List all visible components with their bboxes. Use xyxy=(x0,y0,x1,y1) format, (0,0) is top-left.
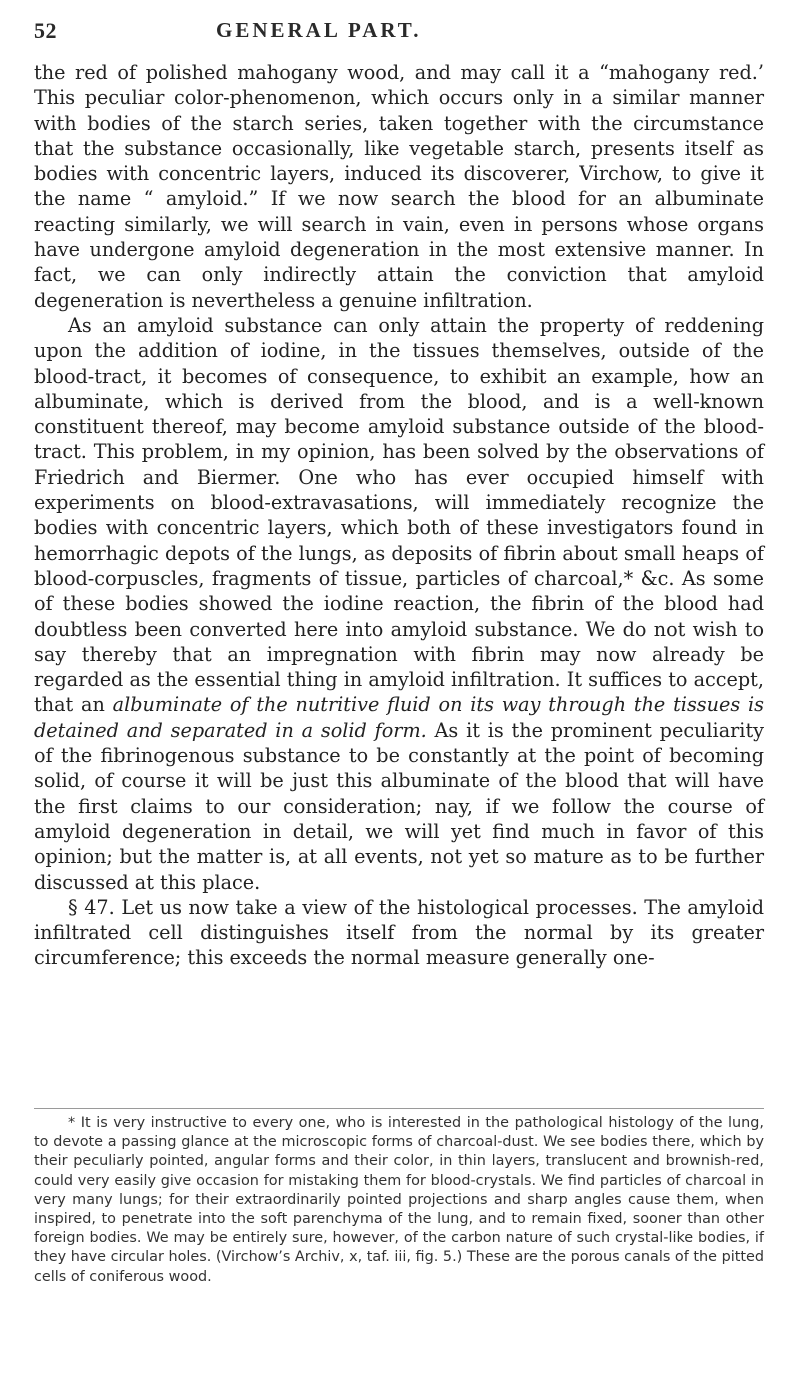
running-head: GENERAL PART. xyxy=(216,18,422,42)
paragraph-2-text: As an amyloid substance can only attain the property of reddening upon the addition of iodine, in the tissues themselves, outside of the blood-tract, it becomes of consequence, to exhibit an example, how an albuminate, which is derived from the blood, and is a well-known constituent thereof, may become amyloid substance outside of the blood-tract. This problem, in my opinion, has been solved by the observations of Friedrich and Biermer. One who has ever occupied himself with experiments on blood-extravasations, will immediately recognize the bodies with concentric layers, which both of these investigators found in hemorrhagic depots of the lungs, as deposits of fibrin about small heaps of blood-corpuscles, fragments of tissue, particles of charcoal,* &c. As some of these bodies showed the iodine reaction, the fibrin of the blood had doubtless been converted here into amyloid substance. We do not wish to say thereby that an impregnation with fibrin may now already be regarded as the essential thing in amyloid infiltration. It suffices to accept, that an xyxy=(34,313,764,717)
paragraph-2 xyxy=(34,313,764,895)
paragraph-2-italic: albuminate of the nutritive fluid on its way through the tissues is detained and separated in a solid form. xyxy=(34,693,764,742)
paragraph-3: § 47. Let us now take a view of the histological processes. The amyloid infiltrated cell distinguishes itself from the normal by its greater circumference; this exceeds the normal measure generally one- xyxy=(34,895,764,970)
paragraph-2-continued: As it is the prominent peculiarity of the fibrinogenous substance to be constantly at the point of becoming solid, of course it will be just this albuminate of the blood that will have the first claims to our consideration; nay, if we follow the course of amyloid degeneration in detail, we will yet find much in favor of this opinion; but the matter is, at all events, not yet so mature as to be further discussed at this place. xyxy=(34,718,764,894)
footnote xyxy=(34,1114,764,1287)
footnote-rule xyxy=(34,1108,764,1109)
paragraph-1: the red of polished mahogany wood, and may call it a “mahogany red.’ This peculiar color-phenomenon, which occurs only in a similar manner with bodies of the starch series, taken together with the circumstance that the substance occasionally, like vegetable starch, presents itself as bodies with concentric layers, induced its discoverer, Virchow, to give it the name “ amyloid.” If we now search the blood for an albuminate reacting similarly, we will search in vain, even in persons whose organs have undergone amyloid degeneration in the most extensive manner. In fact, we can only indirectly attain the conviction that amyloid degeneration is nevertheless a genuine infiltration. xyxy=(34,61,764,312)
footnote-text: * It is very instructive to every one, who is interested in the pathological histology of the lung, to devote a passing glance at the microscopic forms of charcoal-dust. We see bodies there, which by their peculiarly pointed, angular forms and their color, in thin layers, translucent and brownish-red, could very easily give occasion for mistaking them for blood-crystals. We find particles of charcoal in very many lungs; for their extraordinarily pointed projections and sharp angles cause them, when inspired, to penetrate into the soft parenchyma of the lung, and to remain fixed, sooner than other foreign bodies. We may be entirely sure, however, of the carbon nature of such crystal-like bodies, if they have circular holes. (Virchow’s Archiv, x, taf. iii, fig. 5.) These are the porous canals of the pitted cells of coniferous wood. xyxy=(34,1115,764,1285)
page-number: 52 xyxy=(34,18,57,43)
body-text xyxy=(34,60,764,971)
page-header xyxy=(34,18,762,50)
